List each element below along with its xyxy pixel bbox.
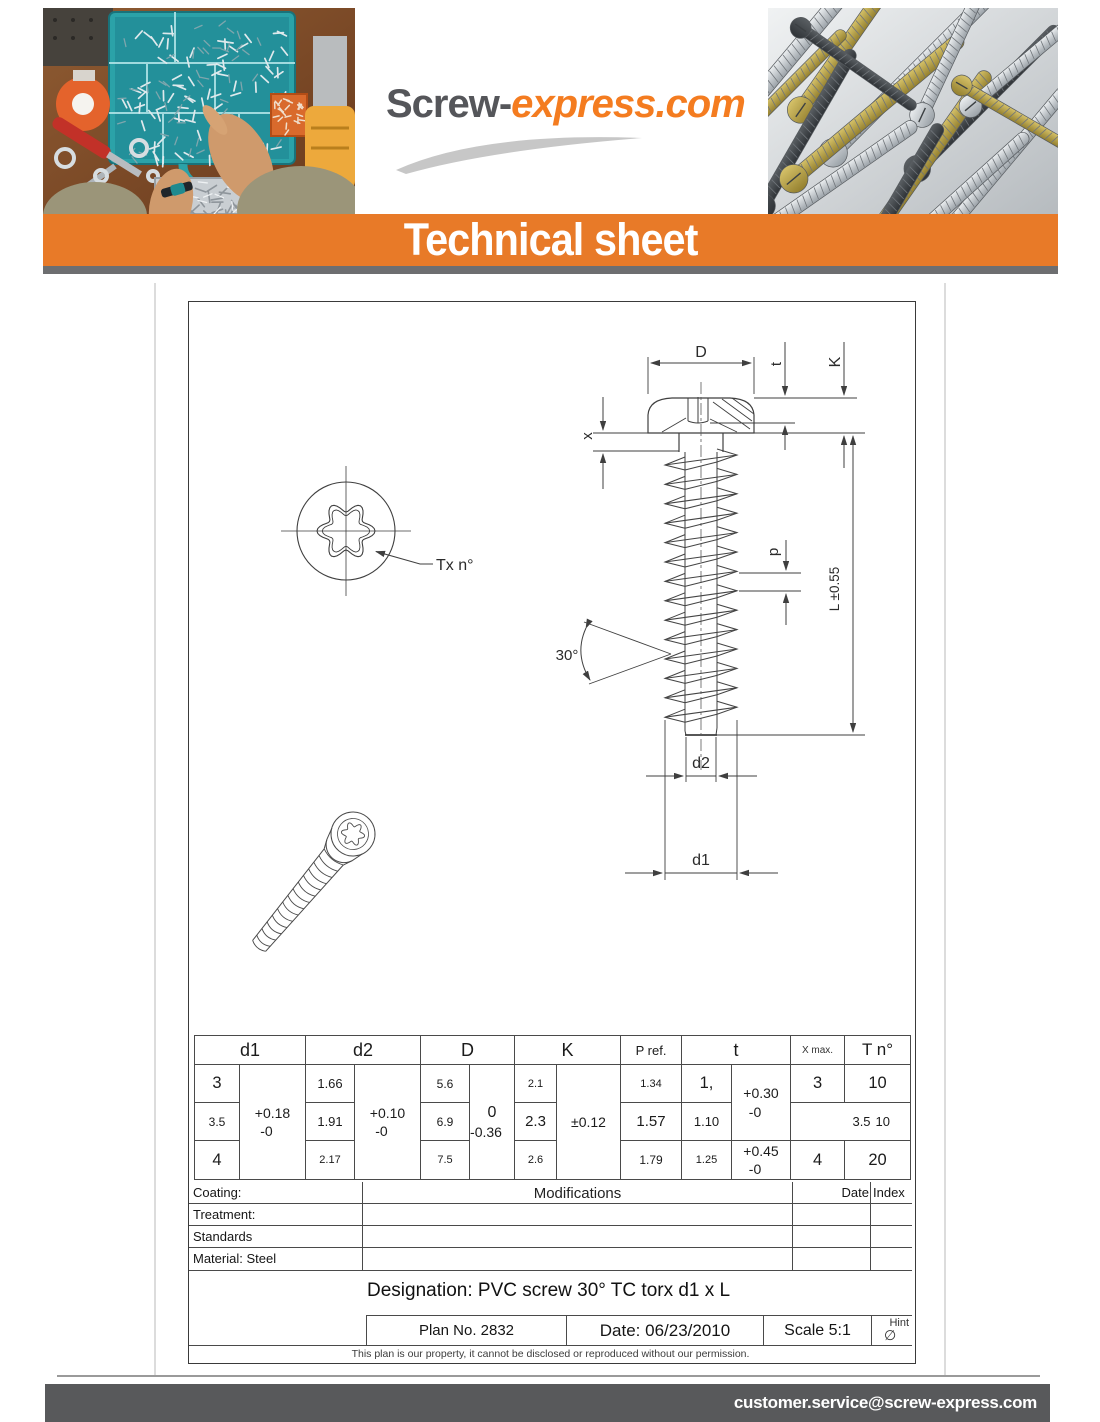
cell-D-1: 5.6 bbox=[421, 1065, 470, 1103]
footer-divider bbox=[57, 1375, 1040, 1377]
designation: Designation: PVC screw 30° TC torx d1 x L bbox=[367, 1280, 731, 1301]
cell-d2-tol: +0.10 -0 bbox=[355, 1065, 421, 1180]
index-row-empty bbox=[871, 1248, 912, 1271]
plan-number: Plan No. 2832 bbox=[366, 1315, 566, 1345]
date-row-empty bbox=[793, 1248, 871, 1271]
logo-text-secondary: express.com bbox=[511, 82, 745, 126]
cell-t-tol-a: +0.30 -0 bbox=[732, 1065, 791, 1141]
banner bbox=[43, 214, 1058, 266]
torx-top-view bbox=[281, 466, 433, 596]
date-row-empty bbox=[793, 1226, 871, 1248]
cell-K-1: 2.1 bbox=[515, 1065, 557, 1103]
cell-xmax-3: 4 bbox=[791, 1141, 845, 1180]
cell-t-1: 1, bbox=[682, 1065, 732, 1103]
cell-D-tol: 0 -0.36 bbox=[470, 1065, 515, 1180]
page-edge-left bbox=[154, 283, 156, 1375]
dim-d1-label: d1 bbox=[692, 852, 710, 869]
dim-d2-label: d2 bbox=[692, 755, 710, 772]
col-header-K: K bbox=[515, 1036, 621, 1065]
logo bbox=[386, 82, 745, 127]
col-header-p-ref: P ref. bbox=[621, 1036, 682, 1065]
copyright-note: This plan is our property, it cannot be disclosed or reproduced without our permission. bbox=[189, 1345, 912, 1360]
col-header-t: t bbox=[682, 1036, 791, 1065]
cell-d2-2: 1.91 bbox=[306, 1103, 355, 1141]
banner-shadow-strip bbox=[43, 266, 1058, 274]
cell-D-3: 7.5 bbox=[421, 1141, 470, 1180]
cell-t-2: 1.10 bbox=[682, 1103, 732, 1141]
spec-header-row bbox=[195, 1036, 911, 1065]
banner-title: Technical sheet bbox=[403, 214, 698, 265]
dim-k-label: K bbox=[827, 356, 844, 368]
col-header-d2: d2 bbox=[306, 1036, 421, 1065]
cell-xmax-1: 3 bbox=[791, 1065, 845, 1103]
diameter-symbol: ∅ bbox=[884, 1327, 897, 1343]
cell-pref-2: 1.57 bbox=[621, 1103, 682, 1141]
screws-photo bbox=[768, 8, 1058, 214]
cell-d1-3: 4 bbox=[195, 1141, 240, 1180]
dim-t-label: t bbox=[768, 361, 785, 367]
col-header-d1: d1 bbox=[195, 1036, 306, 1065]
extension-lines bbox=[584, 357, 865, 880]
logo-swoosh bbox=[390, 126, 650, 178]
hint-label: Hint bbox=[889, 1317, 909, 1329]
footer-bar bbox=[45, 1384, 1050, 1422]
cell-t-3: 1.25 bbox=[682, 1141, 732, 1180]
cell-K-tol: ±0.12 bbox=[557, 1065, 621, 1180]
cell-K-2: 2.3 bbox=[515, 1103, 557, 1141]
page-edge-right bbox=[944, 283, 946, 1375]
drawing-frame bbox=[188, 301, 916, 1364]
modifications-row-empty bbox=[363, 1248, 793, 1271]
spec-table bbox=[194, 1035, 911, 1180]
col-header-x-max: X max. bbox=[791, 1036, 845, 1065]
cell-pref-1: 1.34 bbox=[621, 1065, 682, 1103]
cell-K-3: 2.6 bbox=[515, 1141, 557, 1180]
thread-angle-label: 30° bbox=[555, 647, 579, 664]
dim-d-label: D bbox=[695, 344, 707, 361]
dim-length-label: L ±0.55 bbox=[827, 566, 842, 612]
treatment-row-label: Treatment: bbox=[189, 1204, 363, 1226]
cell-d1-2: 3.5 bbox=[195, 1103, 240, 1141]
spec-row-1 bbox=[195, 1065, 911, 1103]
cell-t-tol-b: +0.45 -0 bbox=[732, 1141, 791, 1180]
cell-tno-3: 20 bbox=[845, 1141, 911, 1180]
date-column-header: Date bbox=[793, 1182, 871, 1204]
footer-email: customer.service@screw-express.com bbox=[733, 1393, 1037, 1412]
cell-xmax-tno-2: 3.5 10 bbox=[791, 1103, 911, 1141]
cell-d2-1: 1.66 bbox=[306, 1065, 355, 1103]
screw-3d-view bbox=[241, 803, 384, 962]
col-header-D: D bbox=[421, 1036, 515, 1065]
cell-D-2: 6.9 bbox=[421, 1103, 470, 1141]
dim-x-label: x bbox=[579, 432, 596, 440]
workbench-photo bbox=[43, 8, 355, 214]
cell-tno-1: 10 bbox=[845, 1065, 911, 1103]
modifications-header: Modifications bbox=[363, 1182, 793, 1204]
standards-row-label: Standards bbox=[189, 1226, 363, 1248]
col-header-t-no: T n° bbox=[845, 1036, 911, 1065]
logo-text-primary: Screw- bbox=[386, 82, 512, 126]
index-column-header: Index bbox=[871, 1182, 912, 1204]
index-row-empty bbox=[871, 1226, 912, 1248]
modifications-row-empty bbox=[363, 1204, 793, 1226]
dim-p-label: p bbox=[765, 547, 782, 557]
cell-d1-1: 3 bbox=[195, 1065, 240, 1103]
cell-d2-3: 2.17 bbox=[306, 1141, 355, 1180]
cell-d1-tol: +0.18 -0 bbox=[240, 1065, 306, 1180]
plan-scale: Scale 5:1 bbox=[763, 1315, 871, 1345]
torx-callout-label: Tx n° bbox=[436, 557, 474, 574]
date-row-empty bbox=[793, 1204, 871, 1226]
index-row-empty bbox=[871, 1204, 912, 1226]
title-block bbox=[189, 1182, 912, 1360]
plan-date: Date: 06/23/2010 bbox=[566, 1315, 763, 1345]
material-row-label: Material: Steel bbox=[189, 1248, 363, 1271]
technical-drawing bbox=[189, 302, 912, 1035]
coating-row-label: Coating: bbox=[189, 1182, 363, 1204]
modifications-row-empty bbox=[363, 1226, 793, 1248]
cell-pref-3: 1.79 bbox=[621, 1141, 682, 1180]
hint-cell bbox=[871, 1315, 912, 1345]
